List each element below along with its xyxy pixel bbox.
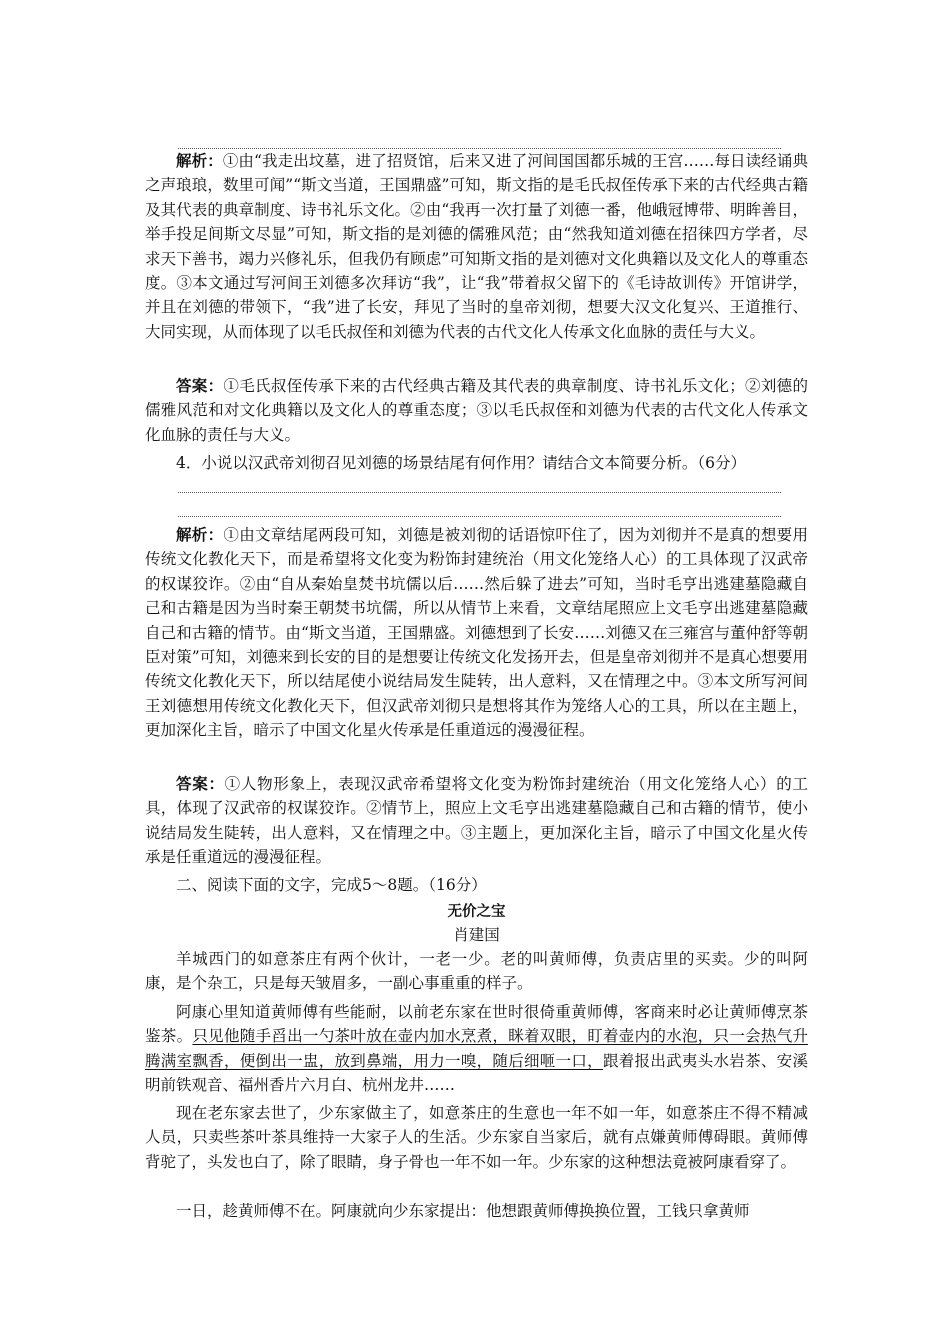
story-paragraph: 阿康心里知道黄师傅有些能耐，以前老东家在世时很倚重黄师傅，客商来时必让黄师傅烹茶鉴茶。只见他随手舀出一勺茶叶放在壶内加水烹煮，眯着双眼，盯着壶内的水泡，只一会热气升腾满室飘香，便倒出一盅，放到鼻端，用力一嗅，随后细咂一口，跟着报出武夷头水岩茶、安溪明前铁观音、福州香片六月白、杭州龙井……	[145, 1003, 808, 1095]
q3-analysis	[145, 149, 808, 344]
analysis-text: ①由文章结尾两段可知，刘德是被刘彻的话语惊吓住了，因为刘彻并不是真的想要用传统文化教化天下，而是希望将文化变为粉饰封建统治（用文化笼络人心）的工具体现了汉武帝的权谋狡诈。②由“自从秦始皇焚书坑儒以后……然后躲了进去”可知，当时毛亨出逃建墓隐藏自己和古籍是因为当时秦王朝焚书坑儒，所以从情节上来看，文章结尾照应上文毛亨出逃建墓隐藏自己和古籍的情节。由“斯文当道，王国鼎盛。刘德想到了长安……刘德又在三雍宫与董仲舒等朝臣对策”可知，刘德来到长安的目的是想要让传统文化发扬开去，但是皇帝刘彻并不是真心想要用传统文化教化天下，所以结尾使小说结局发生陡转，出人意料，又在情理之中。③本文所写河间王刘德想用传统文化教化天下，但汉武帝刘彻只是想将其作为笼络人心的工具，所以在主题上，更加深化主旨，暗示了中国文化星火传承是任重道远的漫漫征程。	[145, 526, 808, 740]
q3-answer	[145, 374, 808, 447]
analysis-label: 解析：	[176, 152, 223, 170]
q4-question: 4．小说以汉武帝刘彻召见刘德的场景结尾有何作用？请结合文本简要分析。（6分）	[176, 454, 746, 472]
answer-blank-line	[178, 516, 781, 517]
answer-text: ①人物形象上，表现汉武帝希望将文化变为粉饰封建统治（用文化笼络人心）的工具，体现了汉武帝的权谋狡诈。②情节上，照应上文毛亨出逃建墓隐藏自己和古籍的情节，使小说结局发生陡转，出人意料，又在情理之中。③主题上，更加深化主旨，暗示了中国文化星火传承是任重道远的漫漫征程。	[145, 775, 808, 867]
answer-label: 答案：	[176, 775, 225, 793]
q4-analysis	[145, 523, 808, 743]
answer-blank-line	[178, 492, 781, 493]
underlined-passage: 只见他随手舀出一勺茶叶放在壶内加水烹煮，眯着双眼，盯着壶内的水泡，只一会热气升腾满室飘香，便倒出一盅，放到鼻端，用力一嗅，随后细咂一口，	[145, 1027, 808, 1070]
story-title: 无价之宝	[447, 904, 506, 920]
story-author: 肖建国	[453, 926, 500, 944]
story-paragraph: 一日，趁黄师傅不在。阿康就向少东家提出：他想跟黄师傅换换位置，工钱只拿黄师	[176, 1202, 750, 1220]
story-paragraph: 羊城西门的如意茶庄有两个伙计，一老一少。老的叫黄师傅，负责店里的买卖。少的叫阿康，是个杂工，只是每天皱眉多，一副心事重重的样子。	[145, 950, 808, 993]
section-heading: 二、阅读下面的文字，完成5～8题。（16分）	[176, 876, 487, 894]
answer-label: 答案：	[176, 377, 224, 395]
story-paragraph: 现在老东家去世了，少东家做主了，如意茶庄的生意也一年不如一年，如意茶庄不得不精减人员，只卖些茶叶茶具维持一大家子人的生活。少东家自当家后，就有点嫌黄师傅碍眼。黄师傅背驼了，头发也白了，除了眼睛，身子骨也一年不如一年。少东家的这种想法竟被阿康看穿了。	[145, 1104, 808, 1171]
q4-answer	[145, 772, 808, 870]
analysis-label: 解析：	[176, 526, 224, 544]
analysis-text: ①由“我走出坟墓，进了招贤馆，后来又进了河间国国都乐城的王宫……每日读经诵典之声琅琅，数里可闻”“斯文当道，王国鼎盛”可知，斯文指的是毛氏叔侄传承下来的古代经典古籍及其代表的典章制度、诗书礼乐文化。②由“我再一次打量了刘德一番，他峨冠博带、明眸善目，举手投足间斯文尽显”可知，斯文指的是刘德的儒雅风范；由“然我知道刘德在招徕四方学者，尽求天下善书，竭力兴修礼乐，但我仍有顾虑”可知斯文指的是刘德对文化典籍以及文化人的尊重态度。③本文通过写河间王刘德多次拜访“我”，让“我”带着叔父留下的《毛诗故训传》开馆讲学，并且在刘德的带领下，“我”进了长安，拜见了当时的皇帝刘彻，想要大汉文化复兴、王道推行、大同实现，从而体现了以毛氏叔侄和刘德为代表的古代文化人传承文化血脉的责任与大义。	[145, 152, 808, 341]
answer-text: ①毛氏叔侄传承下来的古代经典古籍及其代表的典章制度、诗书礼乐文化；②刘德的儒雅风范和对文化典籍以及文化人的尊重态度；③以毛氏叔侄和刘德为代表的古代文化人传承文化血脉的责任与大义。	[145, 377, 808, 444]
